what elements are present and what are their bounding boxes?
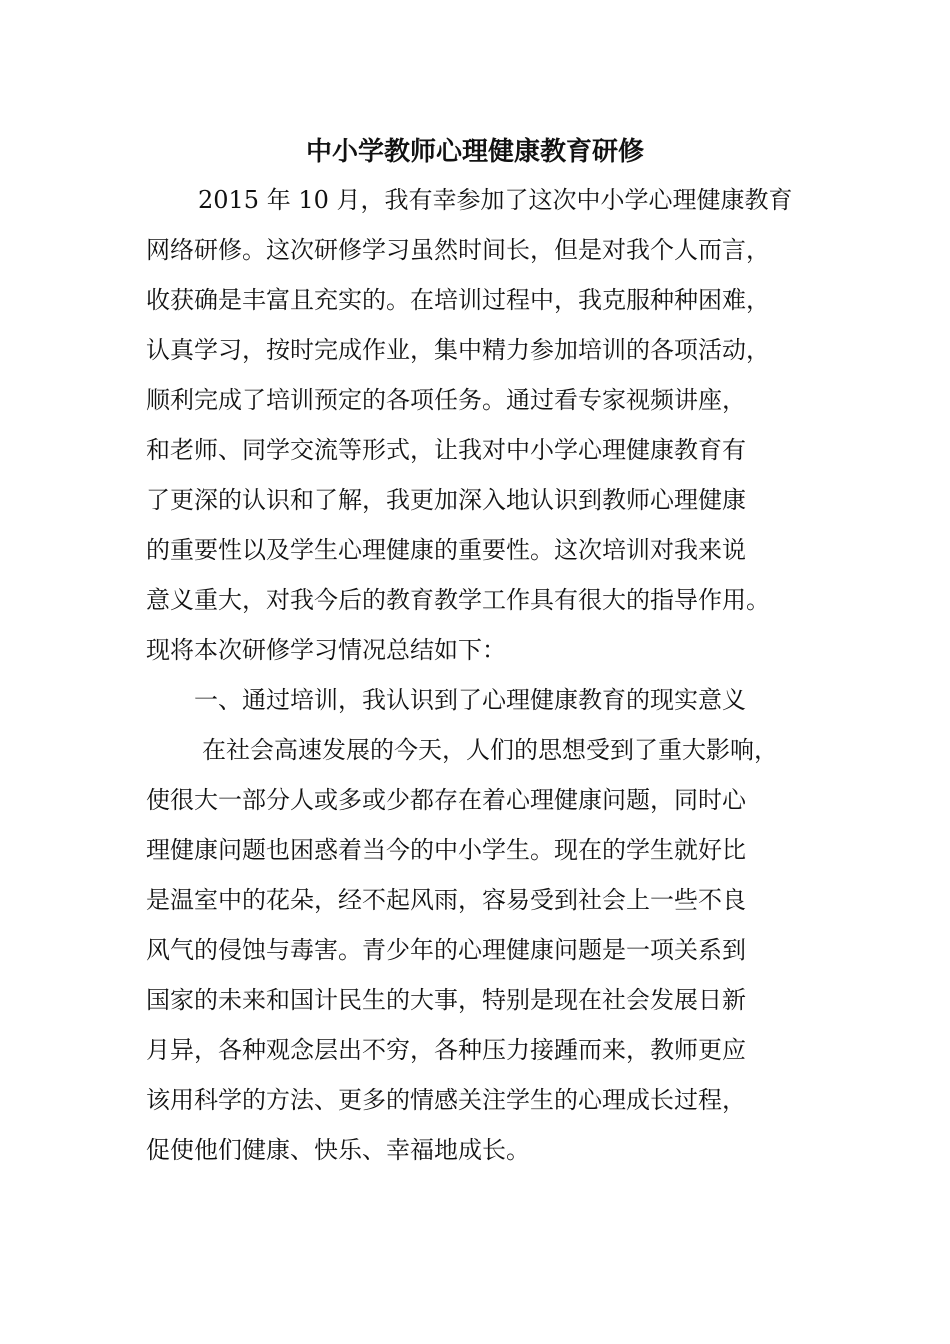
- paragraph-line: 收获确是丰富且充实的。在培训过程中，我克服种种困难，: [146, 286, 770, 314]
- paragraph-line: 该用科学的方法、更多的情感关注学生的心理成长过程，: [146, 1086, 746, 1114]
- section-heading: 一、通过培训，我认识到了心理健康教育的现实意义: [194, 686, 746, 714]
- paragraph-line: 促使他们健康、快乐、幸福地成长。: [146, 1136, 530, 1164]
- paragraph-line: 了更深的认识和了解，我更加深入地认识到教师心理健康: [146, 486, 746, 514]
- paragraph-line: 使很大一部分人或多或少都存在着心理健康问题，同时心: [146, 786, 746, 814]
- paragraph-line: 理健康问题也困惑着当今的中小学生。现在的学生就好比: [146, 836, 746, 864]
- paragraph-line: 网络研修。这次研修学习虽然时间长，但是对我个人而言，: [146, 236, 770, 264]
- paragraph-line: 顺利完成了培训预定的各项任务。通过看专家视频讲座，: [146, 386, 746, 414]
- paragraph-line: 的重要性以及学生心理健康的重要性。这次培训对我来说: [146, 536, 746, 564]
- paragraph-line: 国家的未来和国计民生的大事，特别是现在社会发展日新: [146, 986, 746, 1014]
- paragraph-line: 和老师、同学交流等形式，让我对中小学心理健康教育有: [146, 436, 746, 464]
- paragraph-line: 月异，各种观念层出不穷，各种压力接踵而来，教师更应: [146, 1036, 746, 1064]
- paragraph-line: 认真学习，按时完成作业，集中精力参加培训的各项活动，: [146, 336, 770, 364]
- paragraph-line: 风气的侵蚀与毒害。青少年的心理健康问题是一项关系到: [146, 936, 746, 964]
- paragraph-line: 在社会高速发展的今天，人们的思想受到了重大影响，: [202, 736, 778, 764]
- paragraph-line: 意义重大，对我今后的教育教学工作具有很大的指导作用。: [146, 586, 770, 614]
- paragraph-line: 是温室中的花朵，经不起风雨，容易受到社会上一些不良: [146, 886, 746, 914]
- paragraph-line: 2015 年 10 月，我有幸参加了这次中小学心理健康教育: [198, 186, 793, 214]
- document-title: 中小学教师心理健康教育研修: [305, 137, 644, 167]
- paragraph-line: 现将本次研修学习情况总结如下：: [146, 636, 506, 664]
